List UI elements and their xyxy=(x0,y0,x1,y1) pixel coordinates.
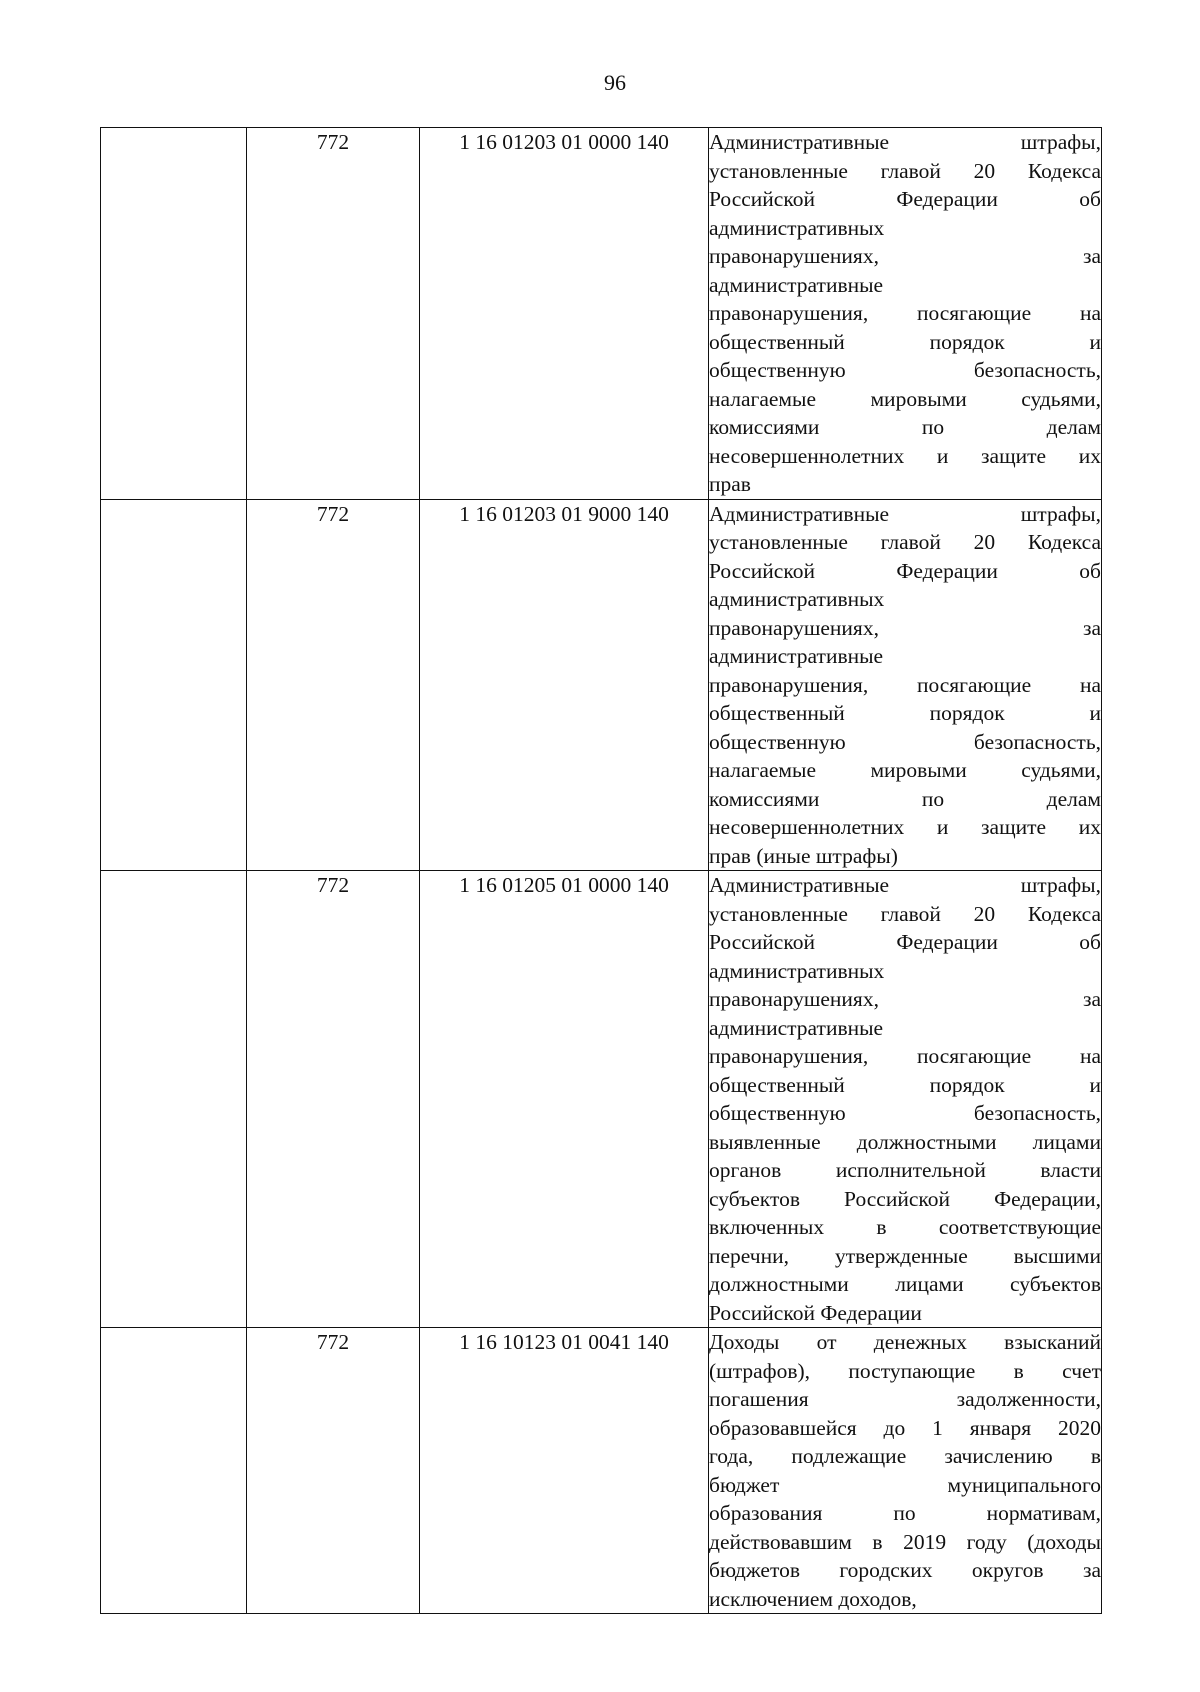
description-line: налагаемые мировыми судьями, xyxy=(709,758,1101,782)
description-line: включенных в соответствующие xyxy=(709,1215,1101,1239)
table-row xyxy=(101,499,1102,871)
description-line: органов исполнительной власти xyxy=(709,1158,1101,1182)
description-line: бюджет муниципального xyxy=(709,1472,1101,1497)
description-line: Административные штрафы, xyxy=(709,873,1101,897)
description-line: прав xyxy=(709,472,751,496)
description-line: Российской Федерации об xyxy=(709,558,1101,583)
description-line: несовершеннолетних и защите их xyxy=(709,443,1101,468)
description-line: Административные штрафы, xyxy=(709,501,1101,526)
admin-code-cell: 772 xyxy=(247,128,420,500)
description-line: общественный порядок и xyxy=(709,329,1101,354)
kbk-code-cell: 1 16 01205 01 0000 140 xyxy=(420,871,709,1328)
description-line: административных xyxy=(709,215,885,240)
description-cell xyxy=(709,128,1102,500)
admin-code-cell: 772 xyxy=(247,871,420,1328)
table-row xyxy=(101,871,1102,1328)
description-line: административные xyxy=(709,1015,884,1040)
description-line: общественный порядок и xyxy=(709,701,1101,725)
description-line: Доходы от денежных взысканий xyxy=(709,1330,1101,1354)
description-line: административные xyxy=(709,272,884,297)
description-line: года, подлежащие зачислению в xyxy=(709,1444,1101,1468)
description-line: Российской Федерации об xyxy=(709,187,1101,211)
empty-cell xyxy=(101,1328,247,1614)
description-line: правонарушениях, за xyxy=(709,615,1101,640)
description-line: бюджетов городских округов за xyxy=(709,1558,1101,1582)
description-line: общественную безопасность, xyxy=(709,358,1101,382)
admin-code-cell: 772 xyxy=(247,1328,420,1614)
description-line: правонарушения, посягающие на xyxy=(709,1044,1101,1068)
description-line: административные xyxy=(709,644,884,668)
description-line: Российской Федерации об xyxy=(709,930,1101,954)
description-line: правонарушениях, за xyxy=(709,244,1101,268)
description-line: Административные штрафы, xyxy=(709,130,1101,154)
description-line: действовавшим в 2019 году (доходы xyxy=(709,1529,1101,1554)
empty-cell xyxy=(101,128,247,500)
description-line: должностными лицами субъектов xyxy=(709,1272,1101,1296)
table-row xyxy=(101,1328,1102,1614)
description-line: правонарушениях, за xyxy=(709,987,1101,1011)
description-line: общественную безопасность, xyxy=(709,729,1101,754)
description-line: прав (иные штрафы) xyxy=(709,843,898,868)
description-line: (штрафов), поступающие в счет xyxy=(709,1358,1101,1383)
description-cell xyxy=(709,1328,1102,1614)
description-line: административных xyxy=(709,958,885,983)
kbk-code-cell: 1 16 01203 01 0000 140 xyxy=(420,128,709,500)
description-line: налагаемые мировыми судьями, xyxy=(709,386,1101,411)
kbk-code-cell: 1 16 01203 01 9000 140 xyxy=(420,499,709,871)
description-cell xyxy=(709,499,1102,871)
description-line: образования по нормативам, xyxy=(709,1501,1101,1525)
page-number: 96 xyxy=(604,70,626,95)
admin-code-cell: 772 xyxy=(247,499,420,871)
description-line: выявленные должностными лицами xyxy=(709,1129,1101,1154)
description-cell xyxy=(709,871,1102,1328)
description-line: перечни, утвержденные высшими xyxy=(709,1243,1101,1268)
budget-codes-table xyxy=(100,127,1102,1614)
description-line: общественный порядок и xyxy=(709,1072,1101,1097)
empty-cell xyxy=(101,499,247,871)
description-line: Российской Федерации xyxy=(709,1300,922,1325)
description-line: комиссиями по делам xyxy=(709,786,1101,811)
description-line: общественную безопасность, xyxy=(709,1101,1101,1125)
kbk-code-cell: 1 16 10123 01 0041 140 xyxy=(420,1328,709,1614)
table-row xyxy=(101,128,1102,500)
description-line: погашения задолженности, xyxy=(709,1387,1101,1411)
description-line: установленные главой 20 Кодекса xyxy=(709,901,1101,926)
description-line: исключением доходов, xyxy=(709,1586,917,1611)
description-line: правонарушения, посягающие на xyxy=(709,672,1101,697)
description-line: установленные главой 20 Кодекса xyxy=(709,158,1101,183)
empty-cell xyxy=(101,871,247,1328)
description-line: субъектов Российской Федерации, xyxy=(709,1186,1101,1211)
description-line: несовершеннолетних и защите их xyxy=(709,815,1101,839)
description-line: правонарушения, посягающие на xyxy=(709,301,1101,325)
description-line: образовавшейся до 1 января 2020 xyxy=(709,1415,1101,1440)
description-line: административных xyxy=(709,587,885,611)
description-line: установленные главой 20 Кодекса xyxy=(709,530,1101,554)
description-line: комиссиями по делам xyxy=(709,415,1101,439)
